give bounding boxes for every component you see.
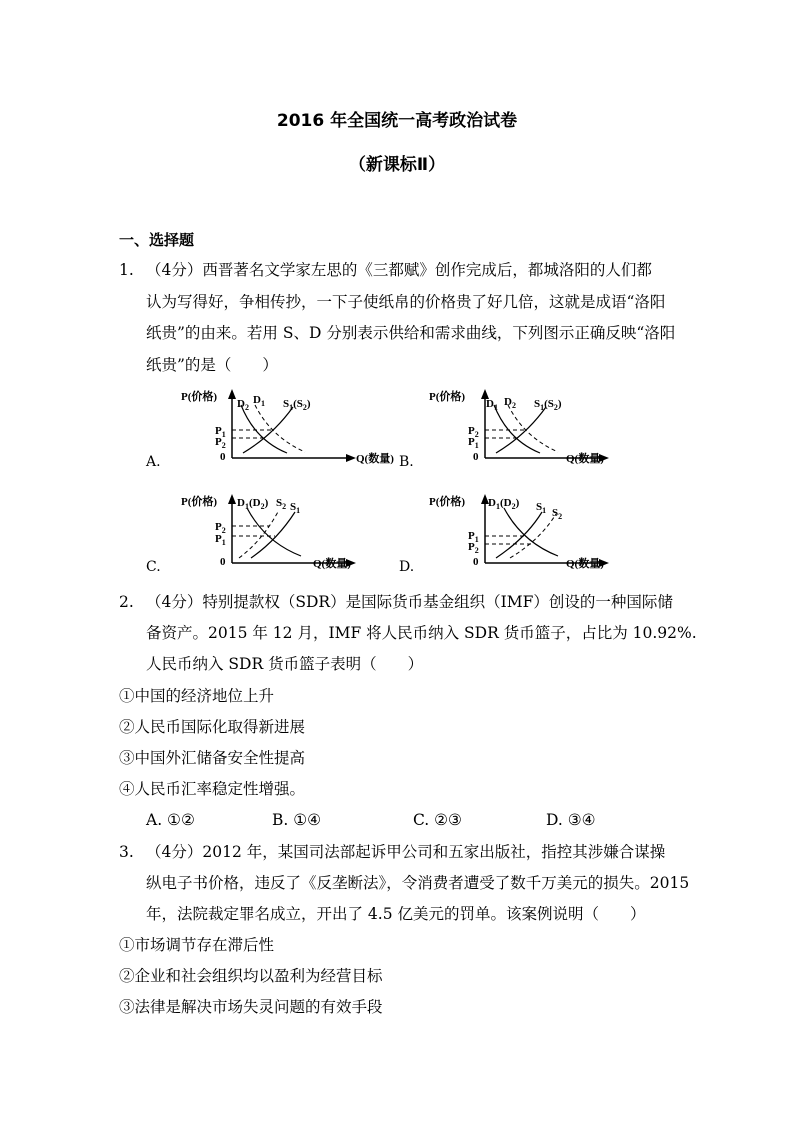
statement-item: ②企业和社会组织均以盈利为经营目标 — [119, 967, 383, 985]
origin-label: 0 — [473, 556, 479, 568]
supply-curve-s1 — [251, 512, 295, 558]
page-subtitle: （新课标Ⅱ） — [348, 155, 446, 175]
curve-label-s2: $S_2$ — [276, 497, 287, 511]
price-label-p2: $P_2$ — [468, 425, 479, 439]
answer-option-b[interactable]: B. ①④ — [272, 811, 322, 829]
x-axis-label: Q(数量) — [356, 453, 394, 465]
statement-item: ④人民币汇率稳定性增强。 — [119, 780, 306, 798]
price-label-p1: $P_1$ — [468, 436, 479, 450]
x-axis-label: Q(数量) — [313, 558, 351, 570]
graph-a — [175, 385, 394, 470]
page-title: 2016 年全国统一高考政治试卷 — [276, 111, 518, 131]
question-line: 年，法院裁定罪名成立，开出了 4.5 亿美元的罚单。该案例说明（ ） — [146, 905, 646, 923]
statement-item: ③中国外汇储备安全性提高 — [119, 749, 306, 767]
option-label-d[interactable]: D. — [399, 559, 415, 575]
curve-label-supply: $S_1(S_2)$ — [534, 398, 562, 412]
y-axis-label: P(价格) — [181, 496, 218, 508]
graph-d — [428, 490, 628, 575]
section-heading: 一、选择题 — [119, 231, 195, 249]
statement-item: ②人民币国际化取得新进展 — [119, 718, 306, 736]
origin-label: 0 — [220, 451, 226, 463]
curve-label-d1: $D_1$ — [253, 394, 265, 408]
supply-curve-s2-dashed — [239, 510, 279, 558]
curve-label-demand: $D_1(D_2)$ — [237, 497, 269, 511]
statement-item: ①市场调节存在滞后性 — [119, 936, 275, 954]
answer-option-a[interactable]: A. ①② — [146, 811, 195, 829]
price-label-p2: $P_2$ — [468, 541, 479, 555]
curve-label-d2: $D_2$ — [237, 398, 249, 412]
question-line: 纸贵”的由来。若用 S、D 分别表示供给和需求曲线，下列图示正确反映“洛阳 — [146, 324, 676, 342]
graph-b — [428, 385, 628, 470]
x-axis-label: Q(数量) — [566, 558, 604, 570]
question-line: （4分）特别提款权（SDR）是国际货币基金组织（IMF）创设的一种国际储 — [146, 593, 673, 611]
curve-label-s1: $S_1$ — [536, 501, 547, 515]
option-label-b[interactable]: B. — [399, 454, 414, 470]
question-number: 1. — [119, 261, 134, 279]
answer-option-d[interactable]: D. ③④ — [546, 811, 596, 829]
demand-curve-d2 — [241, 405, 287, 453]
curve-label-s2: $S_2$ — [552, 507, 563, 521]
question-line: 纵电子书价格，违反了《反垄断法》，令消费者遭受了数千万美元的损失。2015 — [146, 874, 690, 892]
demand-curve-d1 — [494, 405, 540, 453]
y-axis-label: P(价格) — [429, 391, 466, 403]
answer-option-c[interactable]: C. ②③ — [413, 811, 462, 829]
statement-item: ①中国的经济地位上升 — [119, 687, 275, 705]
price-label-p1: $P_1$ — [468, 530, 479, 544]
question-number: 2. — [119, 593, 134, 611]
y-axis-arrow — [228, 494, 236, 504]
demand-curve-d1-dashed — [255, 405, 305, 452]
origin-label: 0 — [473, 451, 479, 463]
price-label-p1: $P_1$ — [215, 425, 226, 439]
question-line: （4分）2012 年，某国司法部起诉甲公司和五家出版社，指控其涉嫌合谋操 — [146, 843, 666, 861]
option-label-a[interactable]: A. — [146, 454, 161, 470]
demand-curve — [504, 508, 558, 556]
curve-label-d1: $D_1$ — [486, 398, 498, 412]
statement-item: ③法律是解决市场失灵问题的有效手段 — [119, 998, 383, 1016]
y-axis-label: P(价格) — [429, 496, 466, 508]
x-axis-label: Q(数量) — [566, 453, 604, 465]
y-axis-arrow — [228, 389, 236, 399]
question-line: 认为写得好，争相传抄，一下子使纸帛的价格贵了好几倍，这就是成语“洛阳 — [146, 293, 666, 311]
question-line: 纸贵”的是（ ） — [146, 356, 278, 374]
question-number: 3. — [119, 843, 134, 861]
question-line: （4分）西晋著名文学家左思的《三都赋》创作完成后，都城洛阳的人们都 — [146, 261, 652, 279]
question-line: 人民币纳入 SDR 货币篮子表明（ ） — [146, 655, 424, 673]
curve-label-demand: $D_1(D_2)$ — [488, 497, 520, 511]
curve-label-d2: $D_2$ — [504, 396, 516, 410]
price-label-p2: $P_2$ — [215, 521, 226, 535]
question-line: 备资产。2015 年 12 月，IMF 将人民币纳入 SDR 货币篮子，占比为 10.92%. — [146, 624, 697, 642]
price-label-p2: $P_2$ — [215, 436, 226, 450]
curve-label-supply: $S_1(S_2)$ — [283, 398, 311, 412]
origin-label: 0 — [220, 556, 226, 568]
demand-curve-d2-dashed — [508, 405, 558, 452]
curve-label-s1: $S_1$ — [290, 501, 301, 515]
supply-curve-s1 — [496, 512, 542, 558]
price-label-p1: $P_1$ — [215, 533, 226, 547]
y-axis-label: P(价格) — [181, 391, 218, 403]
x-axis-arrow — [346, 454, 356, 462]
option-label-c[interactable]: C. — [146, 559, 161, 575]
graph-c — [175, 490, 375, 575]
